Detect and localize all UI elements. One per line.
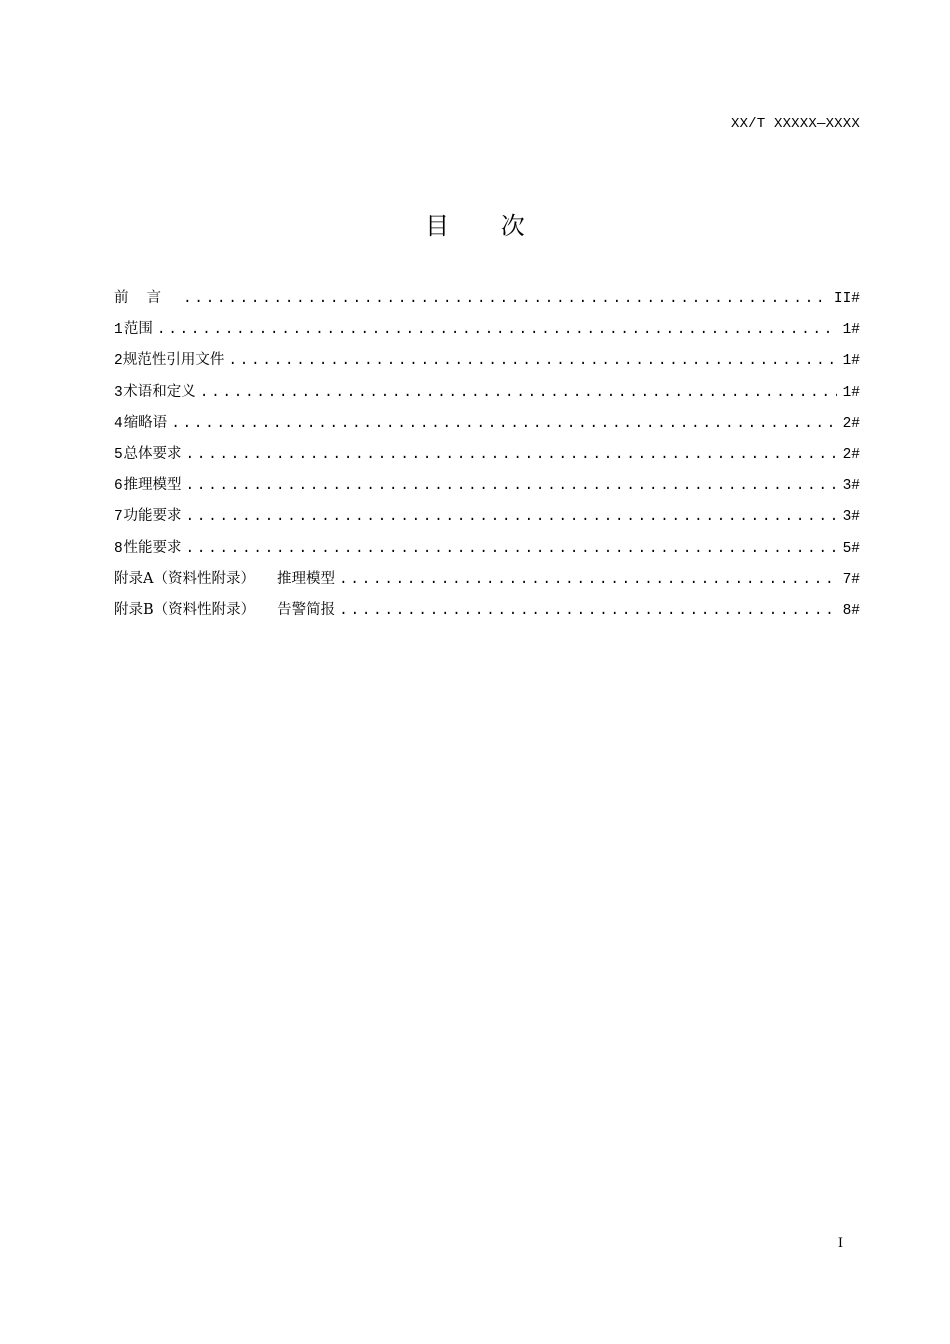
toc-leader-dots (185, 478, 836, 494)
toc-entry-number: 2 (114, 353, 123, 370)
toc-entry-page: 5# (842, 540, 860, 557)
toc-leader-dots (171, 416, 836, 432)
toc-entry-functional-requirements[interactable] (114, 504, 860, 535)
toc-entry-page: 2# (842, 446, 860, 463)
toc-leader-dots (228, 353, 836, 369)
toc-entry-label: 前言 (114, 290, 179, 306)
toc-entry-page: 8# (842, 602, 860, 619)
toc-leader-dots (183, 291, 828, 307)
toc-entry-page: 3# (842, 509, 860, 526)
toc-entry-foreword[interactable] (114, 286, 860, 317)
toc-entry-label: 缩略语 (123, 414, 168, 431)
toc-entry-number: 8 (114, 540, 123, 557)
toc-leader-dots (339, 572, 837, 588)
toc-leader-dots (185, 541, 836, 557)
toc-entry-label: 规范性引用文件 (122, 352, 225, 369)
toc-entry-label: 附录A（资料性附录） (114, 570, 255, 587)
toc-entry-number: 5 (114, 446, 123, 463)
toc-entry-page: 7# (842, 571, 860, 588)
toc-entry-inference-model[interactable] (114, 473, 860, 504)
toc-entry-label: 术语和定义 (123, 383, 196, 400)
page-number: I (837, 1236, 843, 1251)
toc-entry-number: 3 (114, 384, 123, 401)
toc-entry-label: 推理模型 (123, 477, 182, 494)
toc-entry-page: II# (833, 291, 860, 307)
toc-entry-abbreviations[interactable] (114, 411, 860, 442)
toc-entry-page: 3# (842, 478, 860, 495)
toc-entry-page: 2# (842, 415, 860, 432)
toc-entry-number: 6 (114, 478, 123, 495)
toc-leader-dots (185, 447, 836, 463)
toc-entry-normative-references[interactable] (114, 348, 860, 379)
toc-entry-label: 总体要求 (123, 445, 182, 462)
toc-entry-terms-definitions[interactable] (114, 380, 860, 411)
toc-appendix-title: 告警简报 (277, 601, 336, 618)
toc-leader-dots (200, 385, 837, 401)
toc-entry-general-requirements[interactable] (114, 442, 860, 473)
toc-entry-number: 7 (114, 509, 123, 526)
toc-title: 目 次 (425, 212, 547, 240)
toc-entry-label: 功能要求 (123, 508, 182, 525)
toc-appendix-title: 推理模型 (276, 570, 335, 587)
toc-entry-label: 性能要求 (123, 539, 182, 556)
toc-entry-page: 1# (842, 322, 860, 339)
toc-entry-page: 1# (842, 353, 860, 370)
toc-entry-appendix-a[interactable] (114, 567, 860, 598)
toc-entry-appendix-b[interactable] (114, 598, 860, 629)
toc-entry-label: 范围 (123, 321, 153, 338)
toc-leader-dots (157, 322, 837, 338)
toc-entry-number: 4 (114, 415, 123, 432)
toc-leader-dots (185, 509, 836, 525)
table-of-contents (114, 286, 860, 629)
toc-entry-scope[interactable] (114, 317, 860, 348)
document-code: XX/T XXXXX—XXXX (730, 116, 860, 132)
toc-entry-number: 1 (114, 322, 123, 339)
toc-entry-performance-requirements[interactable] (114, 536, 860, 567)
toc-entry-label: 附录B（资料性附录） (114, 601, 256, 618)
toc-entry-page: 1# (842, 384, 860, 401)
toc-leader-dots (339, 603, 836, 619)
